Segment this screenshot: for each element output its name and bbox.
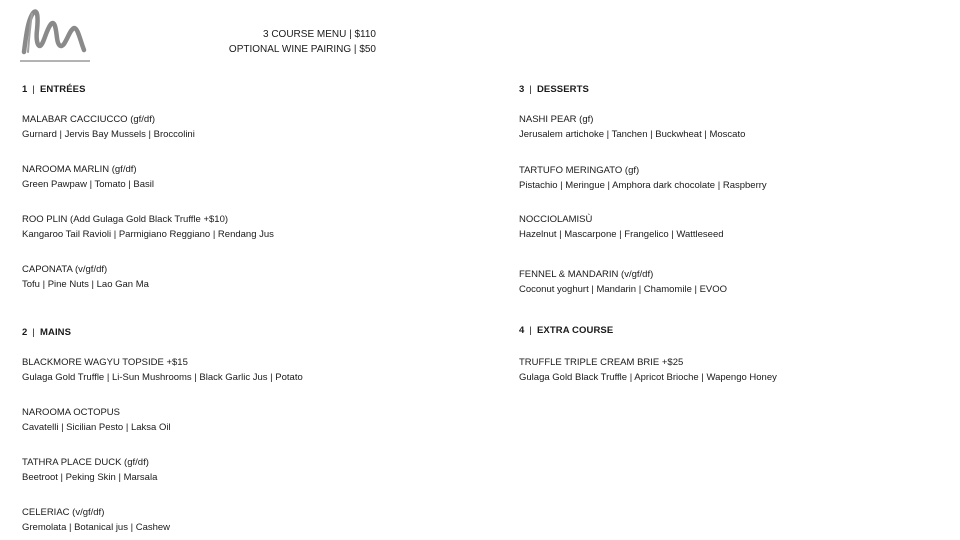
menu-item xyxy=(22,212,274,242)
section-mains xyxy=(22,327,462,539)
dish-name: NAROOMA OCTOPUS xyxy=(22,407,121,418)
menu-item xyxy=(519,212,724,242)
menu-item xyxy=(22,505,170,535)
section-title xyxy=(519,84,939,95)
dish-description: Gurnard | Jervis Bay Mussels | Broccolini xyxy=(22,129,195,140)
dish-name: FENNEL & MANDARIN (v/gf/df) xyxy=(519,269,654,280)
dish-description: Tofu | Pine Nuts | Lao Gan Ma xyxy=(22,279,149,290)
dish-name: TATHRA PLACE DUCK (gf/df) xyxy=(22,457,149,468)
dish-description: Coconut yoghurt | Mandarin | Chamomile | EVOO xyxy=(519,284,728,295)
dish-description: Gulaga Gold Truffle | Li-Sun Mushrooms | Black Garlic Jus | Potato xyxy=(22,372,303,383)
dish-name: NAROOMA MARLIN (gf/df) xyxy=(22,164,137,175)
menu-item xyxy=(22,162,154,192)
section-title xyxy=(22,84,462,95)
menu-item xyxy=(22,262,149,292)
section-separator: | xyxy=(529,84,532,95)
menu-item xyxy=(519,267,727,297)
menu-item xyxy=(22,355,303,385)
section-desserts xyxy=(519,84,939,304)
section-name: MAINS xyxy=(39,327,72,338)
menu-item xyxy=(519,163,767,193)
dish-description: Beetroot | Peking Skin | Marsala xyxy=(22,472,158,483)
dish-name: CELERIAC (v/gf/df) xyxy=(22,507,105,518)
section-separator: | xyxy=(32,327,35,338)
menu-item xyxy=(22,455,157,485)
section-number: 1 xyxy=(22,84,28,95)
section-title xyxy=(22,327,462,338)
dish-name: TRUFFLE TRIPLE CREAM BRIE +$25 xyxy=(519,357,684,368)
dish-description: Cavatelli | Sicilian Pesto | Laksa Oil xyxy=(22,422,171,433)
wine-pairing-price-line: OPTIONAL WINE PAIRING | $50 xyxy=(228,44,376,55)
section-number: 4 xyxy=(519,325,525,336)
section-name: DESSERTS xyxy=(536,84,589,95)
menu-pricing-header xyxy=(190,27,376,57)
dish-description: Pistachio | Meringue | Amphora dark chocolate | Raspberry xyxy=(519,180,767,191)
dish-description: Kangaroo Tail Ravioli | Parmigiano Reggiano | Rendang Jus xyxy=(22,229,274,240)
section-name: ENTRÉES xyxy=(39,84,86,95)
section-entrees xyxy=(22,84,462,294)
restaurant-logo xyxy=(18,6,92,64)
menu-item xyxy=(519,355,777,385)
dish-description: Green Pawpaw | Tomato | Basil xyxy=(22,179,155,190)
dish-name: ROO PLIN (Add Gulaga Gold Black Truffle +$10) xyxy=(22,214,229,225)
dish-name: TARTUFO MERINGATO (gf) xyxy=(519,165,640,176)
section-title xyxy=(519,325,939,336)
section-separator: | xyxy=(32,84,35,95)
menu-item xyxy=(519,112,745,142)
dish-description: Gremolata | Botanical jus | Cashew xyxy=(22,522,171,533)
menu-item xyxy=(22,112,195,142)
dish-name: CAPONATA (v/gf/df) xyxy=(22,264,108,275)
section-name: EXTRA COURSE xyxy=(536,325,614,336)
section-separator: | xyxy=(529,325,532,336)
dish-name: MALABAR CACCIUCCO (gf/df) xyxy=(22,114,156,125)
dish-name: NOCCIOLAMISÙ xyxy=(519,214,593,225)
dish-description: Hazelnut | Mascarpone | Frangelico | Wattleseed xyxy=(519,229,724,240)
section-number: 2 xyxy=(22,327,28,338)
menu-item xyxy=(22,405,171,435)
section-number: 3 xyxy=(519,84,525,95)
section-extra-course xyxy=(519,325,939,395)
dish-description: Gulaga Gold Black Truffle | Apricot Brioche | Wapengo Honey xyxy=(519,372,777,383)
dish-name: BLACKMORE WAGYU TOPSIDE +$15 xyxy=(22,357,188,368)
dish-description: Jerusalem artichoke | Tanchen | Buckwheat | Moscato xyxy=(519,129,746,140)
dish-name: NASHI PEAR (gf) xyxy=(519,114,594,125)
course-price-line: 3 COURSE MENU | $110 xyxy=(262,29,376,40)
